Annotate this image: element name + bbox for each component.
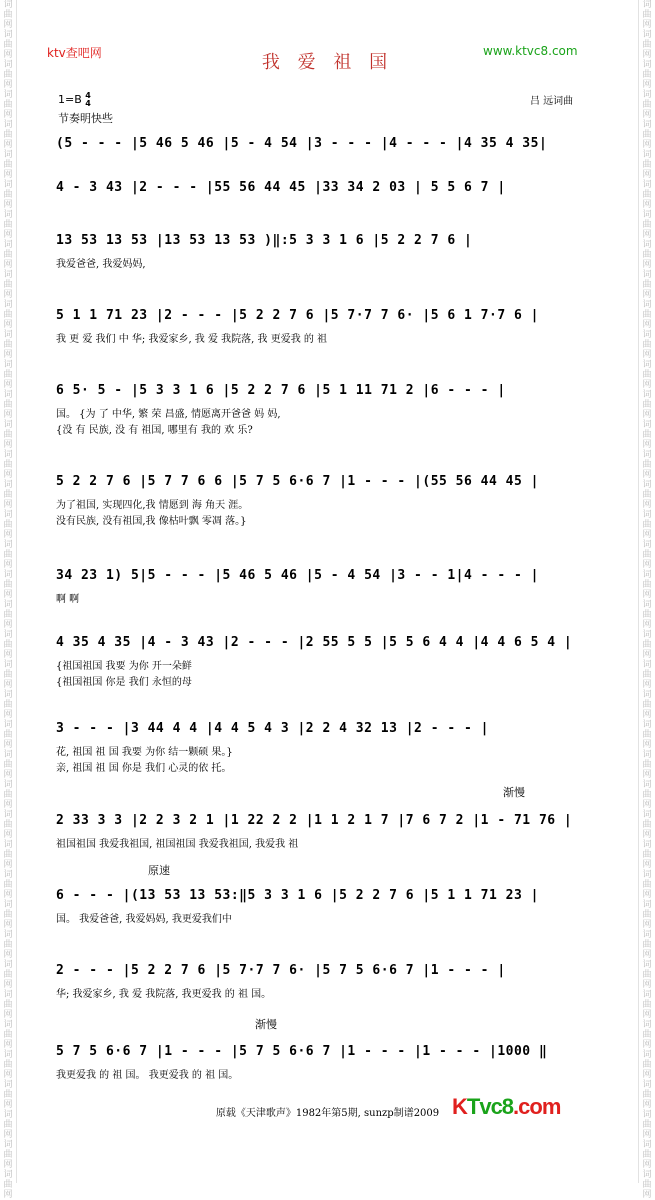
lyrics-verse-1: 为了祖国, 实现四化,我 情愿到 海 角天 涯。 <box>56 500 249 511</box>
score-line-4 <box>56 300 592 356</box>
notation: 3 - - - |3 44 4 4 |4 4 5 4 3 |2 2 4 32 13 |2 - - - | <box>56 721 489 736</box>
notation: 6 - - - |(13 53 13 53:‖5 3 3 1 6 |5 2 2 7 6 |5 1 1 71 23 | <box>56 888 539 903</box>
notation: 6 5· 5 - |5 3 3 1 6 |5 2 2 7 6 |5 1 11 71 2 |6 - - - | <box>56 383 506 398</box>
lyrics-verse-1: 祖国祖国 我爱我祖国, 祖国祖国 我爱我祖国, 我爱我 祖 <box>56 839 299 850</box>
song-title: 我 爱 祖 国 <box>261 52 394 73</box>
slower-marking-2: 渐慢 <box>255 1018 277 1031</box>
lyrics-verse-1: 国。 我爱爸爸, 我爱妈妈, 我更爱我们中 <box>56 914 232 925</box>
key-label: 1=B <box>58 93 82 106</box>
notation: 5 7 5 6·6 7 |1 - - - |5 7 5 6·6 7 |1 - - - |1 - - - |1000 ‖ <box>56 1044 548 1059</box>
score-line-2 <box>56 172 592 228</box>
original-tempo-marking: 原速 <box>148 864 170 877</box>
notation: 2 - - - |5 2 2 7 6 |5 7·7 7 6· |5 7 5 6·6 7 |1 - - - | <box>56 963 506 978</box>
source-footer: 原载《天津歌声》1982年第5期, sunzp制谱2009 <box>215 1108 440 1119</box>
score-line-8 <box>56 627 592 688</box>
lyrics-verse-1: 华; 我爱家乡, 我 爱 我院落, 我更爱我 的 祖 国。 <box>56 989 272 1000</box>
score-line-6 <box>56 466 592 527</box>
lyrics-verse-2: {没 有 民族, 没 有 祖国, 哪里有 我的 欢 乐? <box>56 425 253 436</box>
lyrics-verse-1: 我 更 爱 我们 中 华; 我爱家乡, 我 爱 我院落, 我 更爱我 的 祖 <box>56 334 328 345</box>
notation: 2 33 3 3 |2 2 3 2 1 |1 22 2 2 |1 1 2 1 7 |7 6 7 2 |1 - 71 76 | <box>56 813 573 828</box>
lyrics-verse-1: 我爱爸爸, 我爱妈妈, <box>56 259 146 270</box>
lyrics-verse-1: 啊 啊 <box>56 594 80 605</box>
time-bottom: 4 <box>85 99 91 108</box>
lyrics-verse-2: 没有民族, 没有祖国,我 像枯叶飘 零凋 落。} <box>56 516 247 527</box>
notation: 4 35 4 35 |4 - 3 43 |2 - - - |2 55 5 5 |5 5 6 4 4 |4 4 6 5 4 | <box>56 635 573 650</box>
notation: 5 2 2 7 6 |5 7 7 6 6 |5 7 5 6·6 7 |1 - - - |(55 56 44 45 | <box>56 474 539 489</box>
key-signature <box>58 92 91 108</box>
lyrics-verse-1: 我更爱我 的 祖 国。 我更爱我 的 祖 国。 <box>56 1070 239 1081</box>
score-line-9 <box>56 713 592 774</box>
notation: 34 23 1) 5|5 - - - |5 46 5 46 |5 - 4 54 |3 - - 1|4 - - - | <box>56 568 539 583</box>
notation: (5 - - - |5 46 5 46 |5 - 4 54 |3 - - - |4 - - - |4 35 4 35| <box>56 136 548 151</box>
lyrics-verse-2: 亲, 祖国 祖 国 你是 我们 心灵的依 托。 <box>56 763 232 774</box>
time-signature <box>85 92 91 108</box>
lyrics-verse-1: 国。 {为 了 中华, 繁 荣 昌盛, 情愿离开爸爸 妈 妈, <box>56 409 281 420</box>
score-line-7 <box>56 560 592 616</box>
right-watermark-strip: 词曲网词曲网词曲网词曲网词曲网词曲网词曲网词曲网词曲网词曲网词曲网词曲网词曲网词曲网词曲网词曲网词曲网词曲网词曲网词曲网词曲网词曲网词曲网词曲网词曲网词曲网词曲网词曲网词曲网词曲网词曲网词曲网词曲网词曲网词曲网词曲网词曲网词曲网词曲网词曲网 <box>638 0 655 1183</box>
notation: 13 53 13 53 |13 53 13 53 )‖:5 3 3 1 6 |5 2 2 7 6 | <box>56 233 473 248</box>
score-line-11 <box>56 880 592 936</box>
score-line-13 <box>56 1036 592 1092</box>
score-line-3 <box>56 225 592 281</box>
left-watermark-strip: 词曲网词曲网词曲网词曲网词曲网词曲网词曲网词曲网词曲网词曲网词曲网词曲网词曲网词曲网词曲网词曲网词曲网词曲网词曲网词曲网词曲网词曲网词曲网词曲网词曲网词曲网词曲网词曲网词曲网词曲网词曲网词曲网词曲网词曲网词曲网词曲网词曲网词曲网词曲网词曲网 <box>0 0 17 1183</box>
score-line-12 <box>56 955 592 1011</box>
slower-marking-1: 渐慢 <box>503 786 525 799</box>
site-url-right[interactable]: www.ktvc8.com <box>483 44 578 58</box>
score-line-10 <box>56 805 592 861</box>
notation: 5 1 1 71 23 |2 - - - |5 2 2 7 6 |5 7·7 7 6· |5 6 1 7·7 6 | <box>56 308 539 323</box>
composer-credits: 吕 远词曲 <box>530 96 574 107</box>
lyrics-verse-2: {祖国祖国 你是 我们 永恒的母 <box>56 677 192 688</box>
score-line-5 <box>56 375 592 436</box>
lyrics-verse-1: 花, 祖国 祖 国 我要 为你 结一颗硕 果。} <box>56 747 233 758</box>
time-top: 4 <box>85 91 91 100</box>
lyrics-verse-1: {祖国祖国 我要 为你 开一朵鲜 <box>56 661 192 672</box>
ktvc8-logo: KTvc8.com <box>452 1094 561 1119</box>
site-name-left[interactable]: ktv查吧网 <box>47 46 102 60</box>
tempo-marking: 节奏明快些 <box>58 112 113 125</box>
notation: 4 - 3 43 |2 - - - |55 56 44 45 |33 34 2 03 | 5 5 6 7 | <box>56 180 506 195</box>
